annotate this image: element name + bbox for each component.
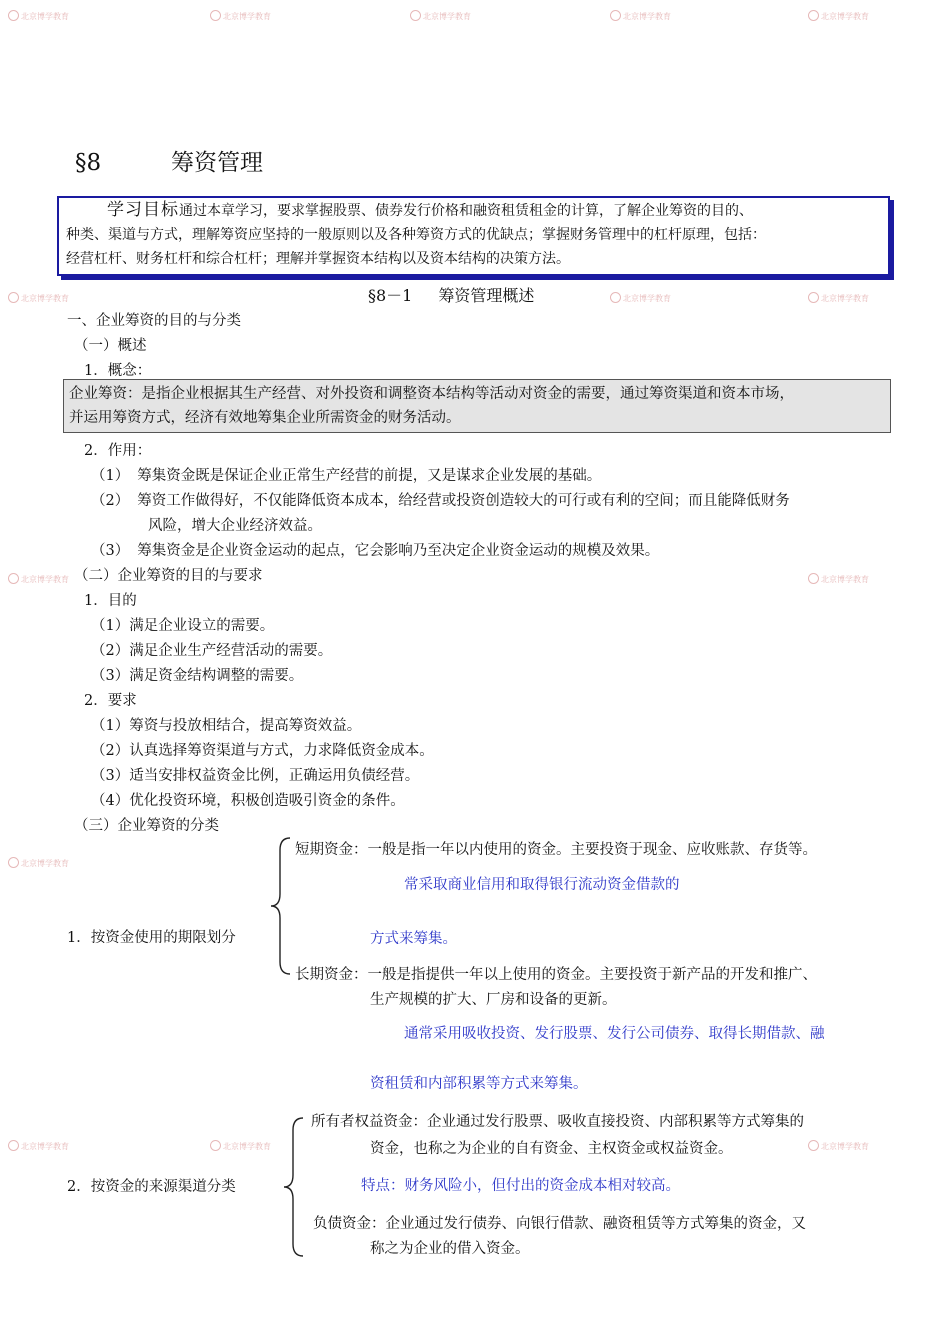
list-item: （2）满足企业生产经营活动的需要。	[91, 643, 333, 659]
debt-funds: 负债资金：企业通过发行债券、向银行借款、融资租赁等方式筹集的资金，又	[313, 1216, 806, 1232]
watermark: 北京博学教育	[808, 292, 869, 304]
classification-by-source-label: 2．按资金的来源渠道分类	[67, 1179, 236, 1195]
objectives-line-3: 经营杠杆、财务杠杆和综合杠杆；理解并掌握资本结构以及资本结构的决策方法。	[66, 251, 570, 267]
long-term-funds-cont: 生产规模的扩大、厂房和设备的更新。	[370, 992, 617, 1008]
watermark: 北京博学教育	[8, 857, 69, 869]
watermark: 北京博学教育	[8, 573, 69, 585]
section-title	[368, 283, 534, 306]
watermark: 北京博学教育	[808, 1140, 869, 1152]
watermark: 北京博学教育	[8, 10, 69, 22]
section-number: §8－1	[368, 286, 413, 305]
watermark: 北京博学教育	[610, 10, 671, 22]
concept-label: 1．概念：	[84, 363, 152, 379]
long-term-funds: 长期资金：一般是指提供一年以上使用的资金。主要投资于新产品的开发和推广、	[295, 967, 817, 983]
list-item: （1） 筹集资金既是保证企业正常生产经营的前提，又是谋求企业发展的基础。	[91, 468, 602, 484]
watermark: 北京博学教育	[808, 573, 869, 585]
chapter-number: §8	[75, 150, 102, 176]
purpose-label: 1．目的	[84, 593, 137, 609]
learning-objectives-box	[57, 196, 890, 276]
list-item: （2）认真选择筹资渠道与方式，力求降低资金成本。	[91, 743, 434, 759]
chapter-title	[75, 144, 263, 177]
short-term-note: 常采取商业信用和取得银行流动资金借款的	[404, 877, 680, 893]
left-brace-icon	[281, 1116, 305, 1258]
requirement-label: 2．要求	[84, 693, 137, 709]
subheading-classification: （三）企业筹资的分类	[74, 818, 219, 834]
heading-1: 一、企业筹资的目的与分类	[67, 313, 241, 329]
objectives-line-1: 学习目标通过本章学习，要求掌握股票、债券发行价格和融资租赁租金的计算，了解企业筹资的目的、	[107, 200, 753, 220]
list-item: （1）满足企业设立的需要。	[91, 618, 275, 634]
short-term-note-cont: 方式来筹集。	[370, 931, 457, 947]
subheading-overview: （一）概述	[74, 338, 147, 354]
short-term-funds: 短期资金：一般是指一年以内使用的资金。主要投资于现金、应收账款、存货等。	[295, 842, 817, 858]
list-item: （2） 筹资工作做得好，不仅能降低资本成本，给经营或投资创造较大的可行或有利的空间；而且能降低财务	[91, 493, 790, 509]
left-brace-icon	[268, 836, 292, 976]
list-item: （4）优化投资环境，积极创造吸引资金的条件。	[91, 793, 405, 809]
equity-funds: 所有者权益资金：企业通过发行股票、吸收直接投资、内部积累等方式筹集的	[311, 1114, 804, 1130]
list-item: （1）筹资与投放相结合，提高筹资效益。	[91, 718, 362, 734]
equity-funds-cont: 资金，也称之为企业的自有资金、主权资金或权益资金。	[370, 1141, 733, 1157]
subheading-purpose: （二）企业筹资的目的与要求	[74, 568, 263, 584]
definition-box	[63, 379, 891, 433]
watermark: 北京博学教育	[410, 10, 471, 22]
watermark: 北京博学教育	[210, 10, 271, 22]
watermark: 北京博学教育	[610, 292, 671, 304]
watermark: 北京博学教育	[210, 1140, 271, 1152]
chapter-name: 筹资管理	[171, 150, 263, 176]
long-term-note: 通常采用吸收投资、发行股票、发行公司债券、取得长期借款、融	[404, 1026, 825, 1042]
list-item: （3） 筹集资金是企业资金运动的起点，它会影响乃至决定企业资金运动的规模及效果。	[91, 543, 660, 559]
classification-by-term-label: 1．按资金使用的期限划分	[67, 930, 236, 946]
debt-funds-cont: 称之为企业的借入资金。	[370, 1241, 530, 1257]
role-label: 2．作用：	[84, 443, 152, 459]
list-item-continuation: 风险，增大企业经济效益。	[148, 518, 322, 534]
definition-line-2: 并运用筹资方式，经济有效地筹集企业所需资金的财务活动。	[69, 410, 461, 426]
list-item: （3）满足资金结构调整的需要。	[91, 668, 304, 684]
equity-feature-note: 特点：财务风险小，但付出的资金成本相对较高。	[361, 1178, 680, 1194]
section-name: 筹资管理概述	[438, 286, 535, 305]
watermark: 北京博学教育	[8, 292, 69, 304]
long-term-note-cont: 资租赁和内部积累等方式来筹集。	[370, 1076, 588, 1092]
watermark: 北京博学教育	[8, 1140, 69, 1152]
list-item: （3）适当安排权益资金比例，正确运用负债经营。	[91, 768, 420, 784]
definition-line-1: 企业筹资：是指企业根据其生产经营、对外投资和调整资本结构等活动对资金的需要，通过筹资渠道和资本市场，	[69, 386, 794, 402]
objectives-label: 学习目标	[107, 200, 179, 220]
watermark: 北京博学教育	[808, 10, 869, 22]
objectives-line-2: 种类、渠道与方式，理解筹资应坚持的一般原则以及各种筹资方式的优缺点；掌握财务管理中的杠杆原理，包括：	[66, 227, 766, 243]
